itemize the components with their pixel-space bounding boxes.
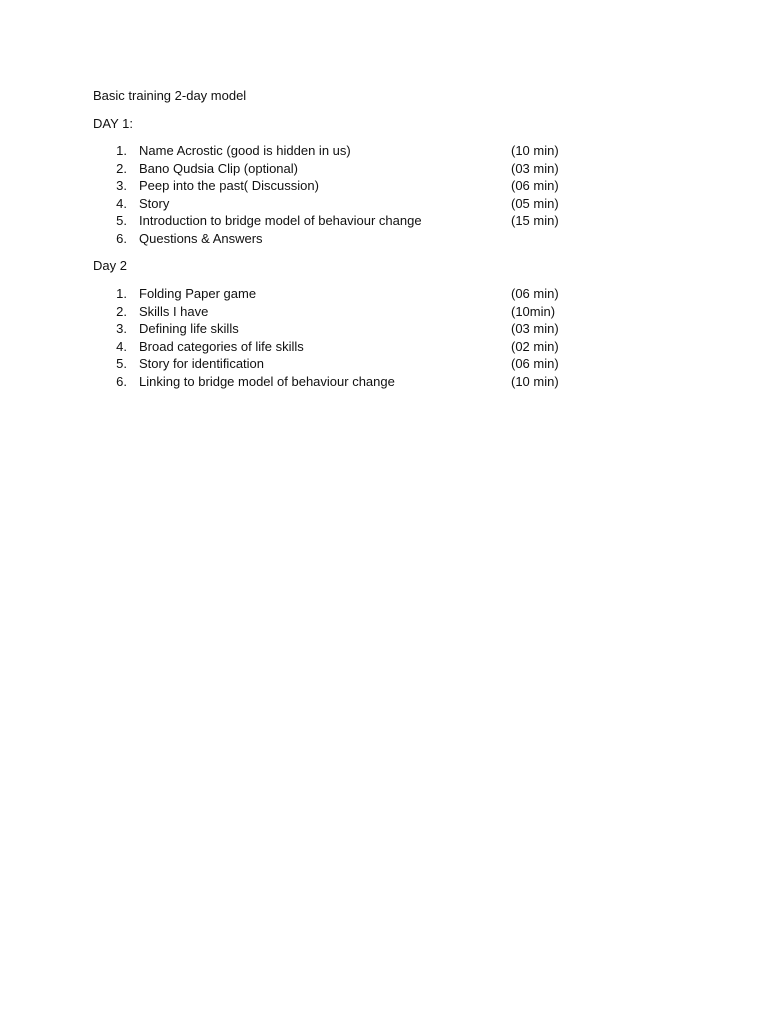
item-text: Introduction to bridge model of behaviour change <box>139 213 422 229</box>
item-number: 5. <box>116 213 127 229</box>
item-duration: (10 min) <box>511 373 559 389</box>
item-text: Defining life skills <box>139 321 239 337</box>
list-item <box>93 230 573 248</box>
item-number: 1. <box>116 143 127 158</box>
list-item <box>93 177 573 195</box>
item-number: 3. <box>116 178 127 194</box>
day-2-session-list <box>93 285 573 391</box>
item-duration: (03 min) <box>511 321 559 337</box>
item-number: 6. <box>116 373 127 389</box>
item-text: Skills I have <box>139 303 209 319</box>
item-text: Name Acrostic (good is hidden in us) <box>139 143 351 158</box>
item-duration: (06 min) <box>511 286 559 301</box>
day-1-heading: DAY 1: <box>93 116 133 131</box>
item-duration: (10min) <box>511 303 556 319</box>
document-title: Basic training 2-day model <box>93 88 247 103</box>
item-number: 1. <box>116 286 127 301</box>
item-text: Questions & Answers <box>139 230 263 246</box>
list-item <box>93 212 573 230</box>
item-number: 2. <box>116 160 127 176</box>
item-duration: (02 min) <box>511 338 559 354</box>
item-text: Linking to bridge model of behaviour change <box>139 373 395 389</box>
list-item <box>93 355 573 373</box>
item-duration: (06 min) <box>511 178 559 194</box>
item-text: Story for identification <box>139 356 265 372</box>
item-number: 6. <box>116 230 127 246</box>
list-item <box>93 285 573 303</box>
item-duration: (05 min) <box>511 195 559 211</box>
day-1-session-list <box>93 142 573 248</box>
list-item <box>93 338 573 356</box>
item-text: Folding Paper game <box>139 286 257 301</box>
list-item <box>93 320 573 338</box>
item-text: Story <box>139 195 170 211</box>
list-item <box>93 160 573 178</box>
item-number: 5. <box>116 356 127 372</box>
item-duration: (03 min) <box>511 160 559 176</box>
day-2-heading: Day 2 <box>93 258 127 273</box>
item-duration: (10 min) <box>511 143 559 158</box>
list-item <box>93 195 573 213</box>
list-item <box>93 303 573 321</box>
item-text: Peep into the past( Discussion) <box>139 178 319 194</box>
list-item <box>93 373 573 391</box>
item-number: 2. <box>116 303 127 319</box>
item-duration: (15 min) <box>511 213 559 229</box>
item-number: 4. <box>116 195 127 211</box>
item-number: 4. <box>116 338 127 354</box>
item-duration: (06 min) <box>511 356 559 372</box>
item-text: Bano Qudsia Clip (optional) <box>139 160 298 176</box>
list-item <box>93 142 573 160</box>
item-number: 3. <box>116 321 127 337</box>
item-text: Broad categories of life skills <box>139 338 304 354</box>
